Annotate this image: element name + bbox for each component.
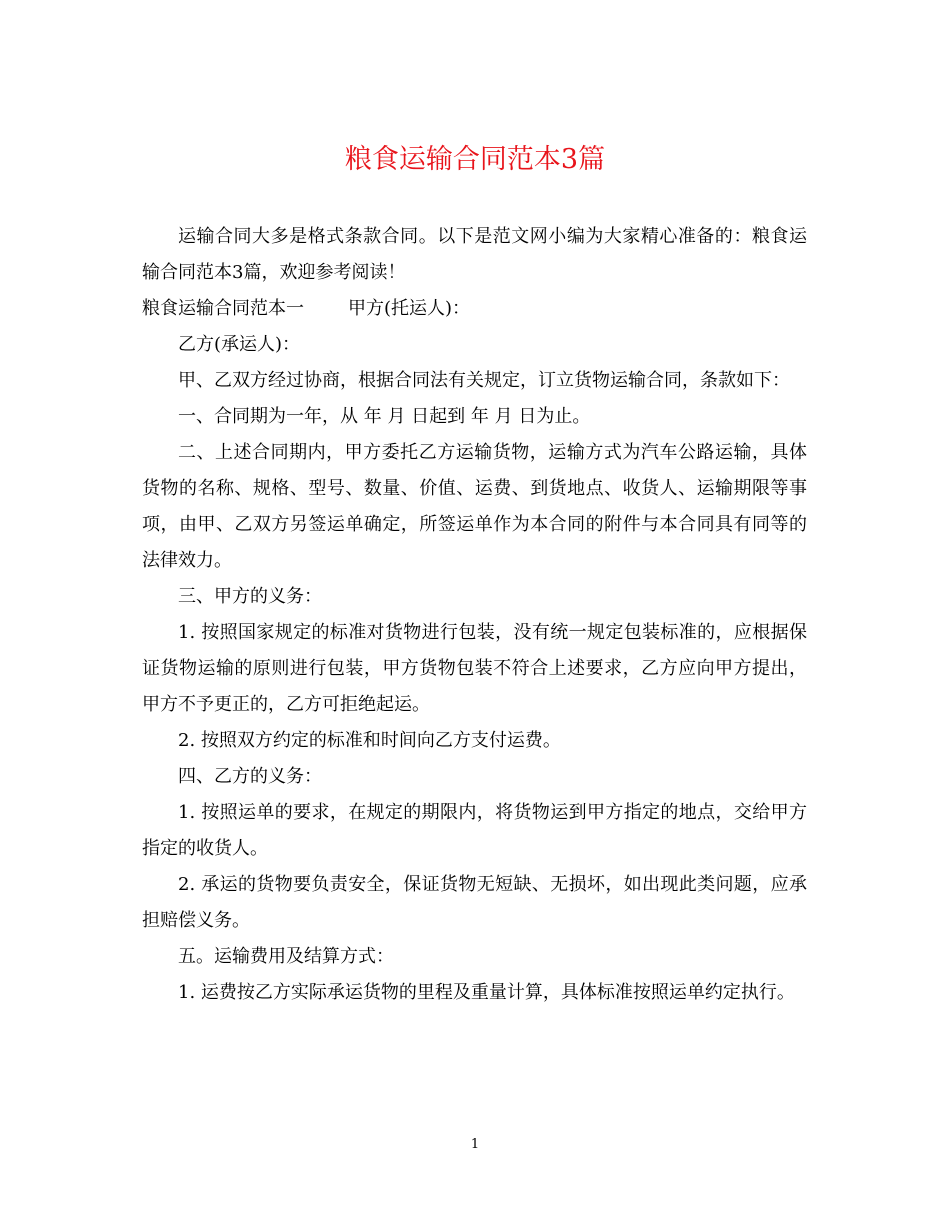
intro-paragraph: 运输合同大多是格式条款合同。以下是范文网小编为大家精心准备的：粮食运输合同范本3篇，欢迎参考阅读！ <box>142 226 807 283</box>
clause-3-item-2: 2. 按照双方约定的标准和时间向乙方支付运费。 <box>178 730 561 751</box>
clause-4-item-1: 1. 按照运单的要求，在规定的期限内，将货物运到甲方指定的地点，交给甲方指定的收货人。 <box>142 802 807 859</box>
page-number: 1 <box>470 1137 480 1152</box>
party-b-label: 乙方(承运人)： <box>178 334 301 355</box>
clause-5-heading: 五。运输费用及结算方式： <box>178 946 394 967</box>
contract-heading-line <box>142 291 807 327</box>
document-body <box>142 219 807 1011</box>
clause-4-item-2: 2. 承运的货物要负责安全，保证货物无短缺、无损坏，如出现此类问题，应承担赔偿义务。 <box>142 874 807 931</box>
clause-3-heading: 三、甲方的义务： <box>178 586 322 607</box>
clause-2: 二、上述合同期内，甲方委托乙方运输货物，运输方式为汽车公路运输，具体货物的名称、规格、型号、数量、价值、运费、到货地点、收货人、运输期限等事项，由甲、乙双方另签运单确定，所签运单作为本合同的附件与本合同具有同等的法律效力。 <box>142 442 807 571</box>
section-heading: 粮食运输合同范本一 <box>142 298 304 319</box>
clause-1: 一、合同期为一年，从 年 月 日起到 年 月 日为止。 <box>178 406 591 427</box>
document-title: 粮食运输合同范本3篇 <box>344 144 606 175</box>
clause-3-item-1: 1. 按照国家规定的标准对货物进行包装，没有统一规定包装标准的，应根据保证货物运输的原则进行包装，甲方货物包装不符合上述要求，乙方应向甲方提出，甲方不予更正的，乙方可拒绝起运。 <box>142 622 807 715</box>
preamble-paragraph: 甲、乙双方经过协商，根据合同法有关规定，订立货物运输合同，条款如下： <box>178 370 790 391</box>
clause-5-item-1: 1. 运费按乙方实际承运货物的里程及重量计算，具体标准按照运单约定执行。 <box>178 982 795 1003</box>
party-a-label: 甲方(托运人)： <box>348 298 471 319</box>
clause-4-heading: 四、乙方的义务： <box>178 766 322 787</box>
